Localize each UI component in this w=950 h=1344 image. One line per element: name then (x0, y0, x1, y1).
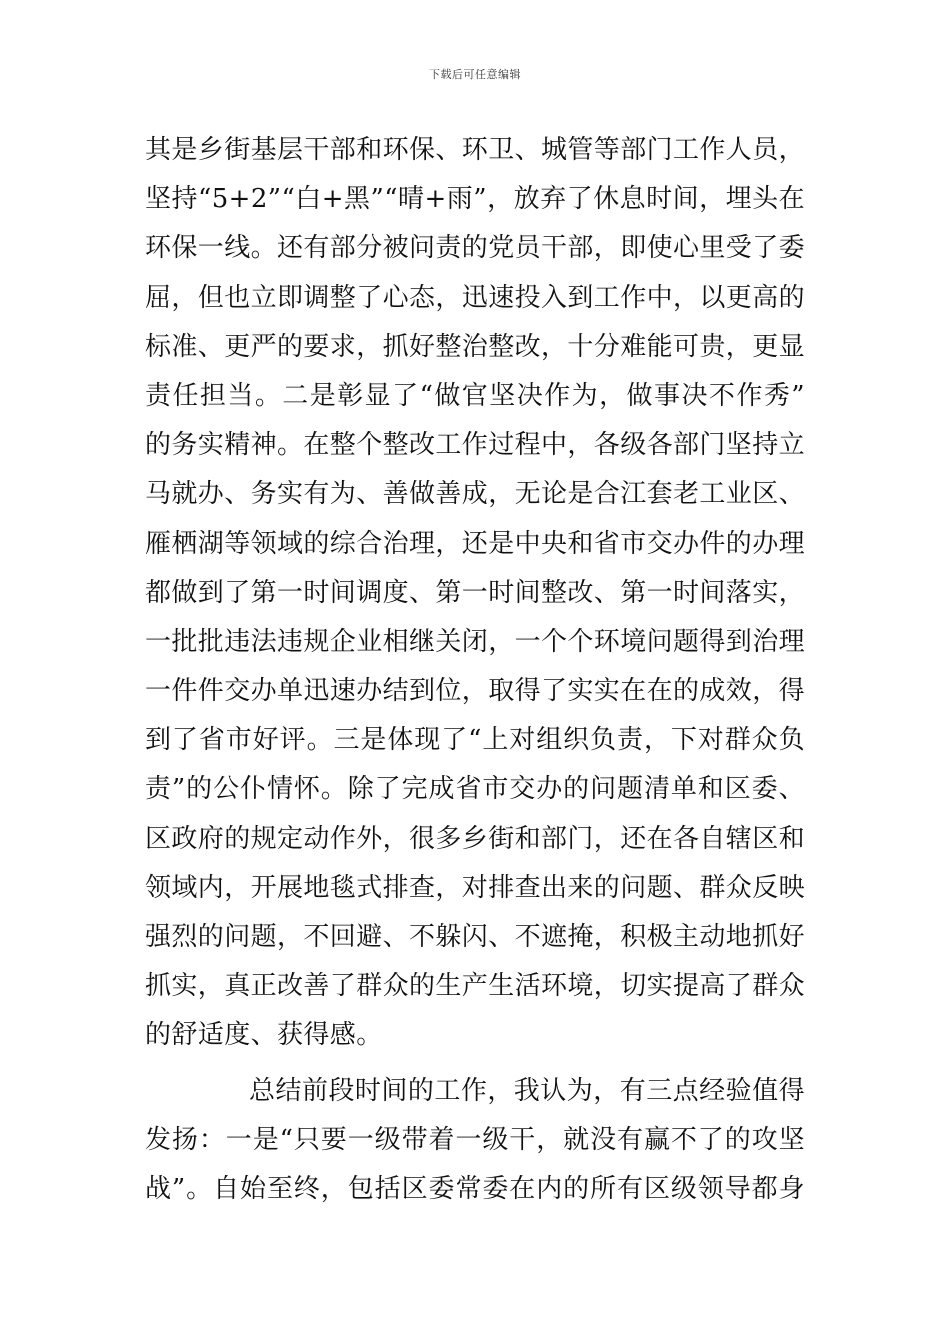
text-line: 强烈的问题，不回避、不躲闪、不遮掩，积极主动地抓好 (145, 922, 806, 952)
text-line: 责”的公仆情怀。除了完成省市交办的问题清单和区委、 (145, 774, 805, 805)
text-line: 标准、更严的要求，抓好整治整改，十分难能可贵，更显 (145, 331, 806, 362)
paragraph-2 (145, 1067, 805, 1215)
text-line: 战”。自始至终，包括区委常委在内的所有区级领导都身 (145, 1173, 805, 1204)
document-body (145, 126, 805, 1214)
text-line: 一批批违法违规企业相继关闭，一个个环境问题得到治理 (145, 626, 806, 657)
text-line: 领域内，开展地毯式排查，对排查出来的问题、群众反映 (145, 872, 806, 903)
text-line: 发扬：一是“只要一级带着一级干，就没有赢不了的攻坚 (145, 1124, 805, 1155)
text-line: 的务实精神。在整个整改工作过程中，各级各部门坚持立 (145, 430, 806, 461)
text-line: 都做到了第一时间调度、第一时间整改、第一时间落实， (145, 577, 806, 608)
text-line: 雁栖湖等领域的综合治理，还是中央和省市交办件的办理 (145, 528, 806, 559)
text-line: 环保一线。还有部分被问责的党员干部，即使心里受了委 (145, 233, 806, 264)
text-line: 一件件交办单迅速办结到位，取得了实实在在的成效，得 (145, 676, 806, 707)
page-header: 下载后可任意编辑 (429, 68, 521, 81)
text-line: 屈，但也立即调整了心态，迅速投入到工作中，以更高的 (145, 282, 806, 313)
text-line: 马就办、务实有为、善做善成，无论是合江套老工业区、 (145, 479, 806, 510)
text-line: 区政府的规定动作外，很多乡街和部门，还在各自辖区和 (145, 823, 806, 854)
text-line: 责任担当。二是彰显了“做官坚决作为，做事决不作秀” (145, 380, 805, 411)
paragraph-1 (145, 126, 805, 1061)
text-line: 抓实，真正改善了群众的生产生活环境，切实提高了群众 (145, 971, 806, 1002)
text-line: 总结前段时间的工作，我认为，有三点经验值得 (249, 1075, 805, 1106)
text-line: 坚持“5+2”“白+黑”“晴+雨”，放弃了休息时间，埋头在 (145, 184, 805, 215)
text-line: 其是乡街基层干部和环保、环卫、城管等部门工作人员， (145, 135, 806, 165)
text-line: 到了省市好评。三是体现了“上对组织负责，下对群众负 (145, 725, 805, 756)
text-line: 的舒适度、获得感。 (145, 1020, 383, 1051)
